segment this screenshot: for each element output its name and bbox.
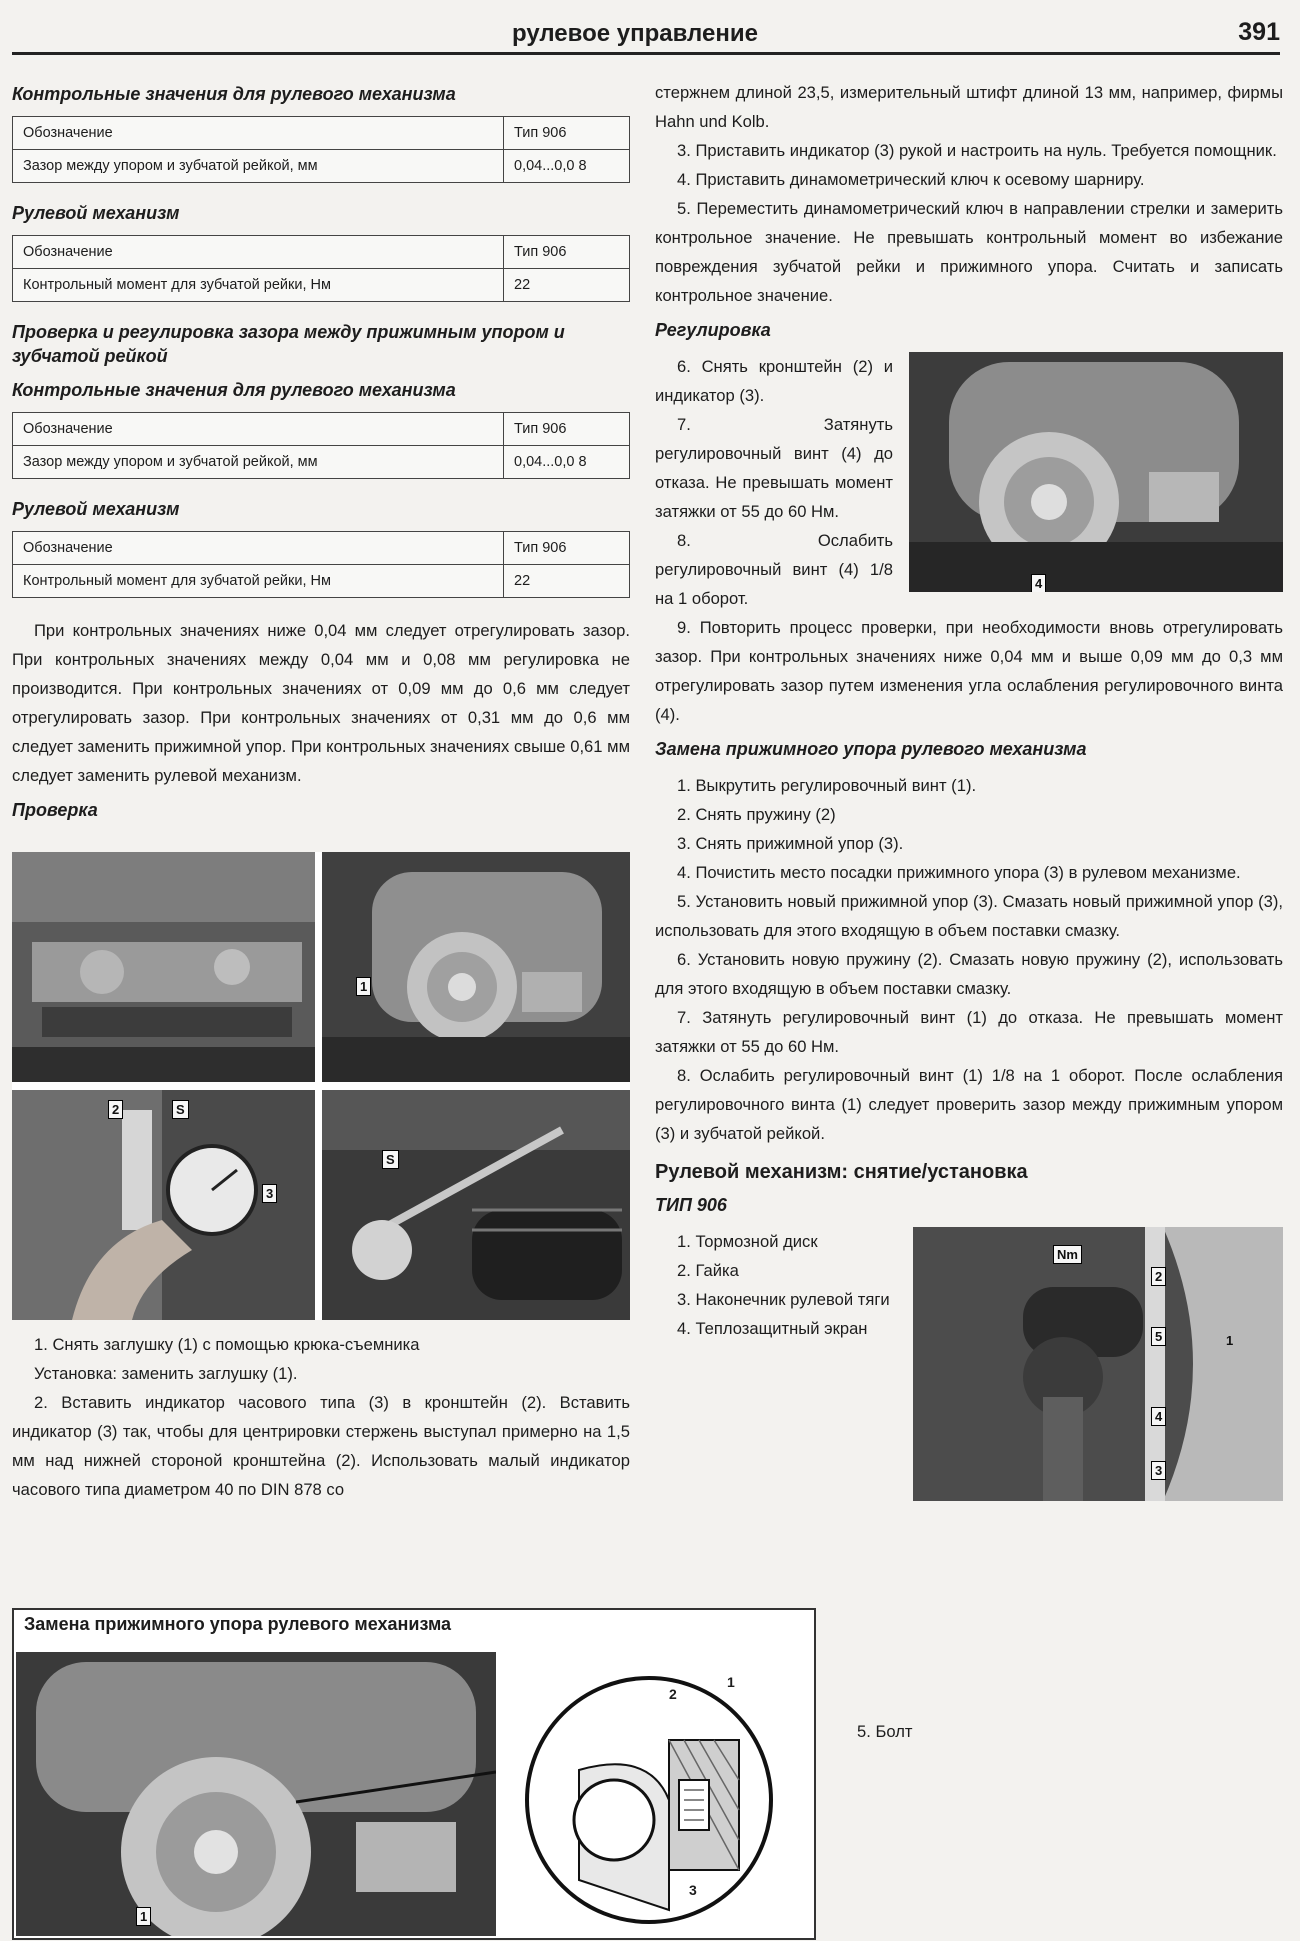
spec-table: [12, 412, 630, 479]
spec-table: [12, 235, 630, 302]
callout-label: 4: [1151, 1407, 1166, 1426]
right-column: [655, 78, 1283, 1507]
callout-label: Nm: [1053, 1245, 1082, 1264]
callout-label: 3: [262, 1184, 277, 1203]
brake-disc-photo: [913, 1227, 1283, 1501]
replacement-figure: [12, 1608, 816, 1940]
table-row: [13, 117, 630, 150]
callout-label: 4: [1031, 574, 1046, 592]
check-steps: [12, 1330, 630, 1504]
list-item: 1. Снять заглушку (1) с помощью крюка-съемника: [34, 1335, 420, 1354]
list-item: 4. Почистить место посадки прижимного упора (3) в рулевом механизме.: [677, 863, 1241, 882]
legend-item-bolt: 5. Болт: [857, 1722, 913, 1741]
list-item: 1. Выкрутить регулировочный винт (1).: [677, 776, 977, 795]
list-item: 9. Повторить процесс проверки, при необходимости вновь отрегулировать зазор. При контрольных значениях ниже 0,04 мм и выше 0,09 мм до 0,3 мм отрегулировать зазор путем изменения угла ослабления регулировочного винта (4).: [655, 618, 1283, 724]
table-row: [13, 150, 630, 183]
table-row: [13, 236, 630, 269]
table-cell: 22: [504, 269, 630, 302]
replace-steps: [655, 771, 1283, 1148]
table-cell: Контрольный момент для зубчатой рейки, Нм: [13, 269, 504, 302]
list-item: 7. Затянуть регулировочный винт (4) до отказа. Не превышать момент затяжки от 55 до 60 Нм.: [655, 415, 893, 521]
check-heading: Проверка: [12, 800, 98, 820]
callout-label: 1: [727, 1674, 735, 1690]
list-item: 5. Установить новый прижимной упор (3). Смазать новый прижимной упор (3), использовать для этого входящую в объем поставки смазку.: [655, 892, 1283, 940]
table-cell: Тип 906: [504, 117, 630, 150]
page-header: [12, 8, 1280, 55]
list-item: 3. Приставить индикатор (3) рукой и настроить на нуль. Требуется помощник.: [677, 141, 1277, 160]
table-row: [13, 413, 630, 446]
callout-label: S: [172, 1100, 189, 1119]
replace-heading: Замена прижимного упора рулевого механизма: [655, 739, 1087, 759]
cross-section-diagram: [519, 1650, 779, 1930]
spec-table: [12, 116, 630, 183]
table-cell: 0,04...0,0 8: [504, 446, 630, 479]
list-item: 6. Установить новую пружину (2). Смазать новую пружину (2), использовать для этого входящую в объем поставки смазку.: [655, 950, 1283, 998]
list-item: 7. Затянуть регулировочный винт (1) до отказа. Не превышать момент затяжки от 55 до 60 Нм.: [655, 1008, 1283, 1056]
table-cell: Контрольный момент для зубчатой рейки, Нм: [13, 565, 504, 598]
spec-table: [12, 531, 630, 598]
table-cell: Зазор между упором и зубчатой рейкой, мм: [13, 446, 504, 479]
figure-title: Замена прижимного упора рулевого механизма: [24, 1614, 452, 1634]
table-row: [13, 532, 630, 565]
table-heading: Рулевой механизм: [12, 203, 180, 223]
adjusting-screw-photo: [909, 352, 1283, 592]
callout-label: 1: [1226, 1333, 1234, 1348]
list-item: 2. Вставить индикатор часового типа (3) в кронштейн (2). Вставить индикатор (3) так, чтобы для центрировки стержень выступал примерно на 1,5 мм над нижней стороной кронштейна (2). Использовать малый индикатор часового типа диаметром 40 по DIN 878 со: [12, 1393, 630, 1499]
callout-label: 3: [689, 1882, 697, 1898]
steering-rack-photo: [12, 852, 315, 1082]
table-cell: Обозначение: [13, 117, 504, 150]
page-title: рулевое управление: [512, 20, 758, 47]
table-heading: Контрольные значения для рулевого механизма: [12, 380, 456, 400]
callout-label: 2: [1151, 1267, 1166, 1286]
table-cell: 0,04...0,0 8: [504, 150, 630, 183]
callout-label: 5: [1151, 1327, 1166, 1346]
callout-label: 3: [1151, 1461, 1166, 1480]
adjust-heading: Регулировка: [655, 320, 771, 340]
table-row: [13, 446, 630, 479]
table-cell: Тип 906: [504, 532, 630, 565]
list-item: 5. Переместить динамометрический ключ в направлении стрелки и замерить контрольное значение. Не превышать контрольный момент во избежание повреждения зубчатой рейки и прижимного упора. Считать и записать контрольное значение.: [655, 199, 1283, 305]
type-label: ТИП 906: [655, 1195, 727, 1215]
list-item: 4. Приставить динамометрический ключ к осевому шарниру.: [677, 170, 1145, 189]
check-steps-continued: [655, 78, 1283, 310]
list-item: 8. Ослабить регулировочный винт (4) 1/8 на 1 оборот.: [655, 531, 893, 608]
intro-paragraph: При контрольных значениях ниже 0,04 мм следует отрегулировать зазор. При контрольных значениях между 0,04 мм и 0,08 мм регулировка не производится. При контрольных значениях от 0,09 мм до 0,6 мм следует отрегулировать зазор. При контрольных значениях от 0,31 мм до 0,6 мм следует заменить прижимной упор. При контрольных значениях свыше 0,61 мм следует заменить рулевой механизм.: [12, 621, 630, 785]
removal-heading: Рулевой механизм: снятие/установка: [655, 1161, 1028, 1183]
list-item: 3. Снять прижимной упор (3).: [677, 834, 904, 853]
list-item: стержнем длиной 23,5, измерительный штифт длиной 13 мм, например, фирмы Hahn und Kolb.: [655, 83, 1283, 131]
callout-label: 1: [136, 1907, 151, 1926]
table-cell: Тип 906: [504, 236, 630, 269]
list-item: 4. Теплозащитный экран: [677, 1319, 868, 1338]
list-item: 2. Гайка: [677, 1261, 739, 1280]
table-cell: Тип 906: [504, 413, 630, 446]
table-heading: Контрольные значения для рулевого механизма: [12, 84, 456, 104]
table-cell: Обозначение: [13, 236, 504, 269]
page-number: 391: [1238, 18, 1280, 46]
list-item: 3. Наконечник рулевой тяги: [677, 1290, 890, 1309]
list-item: 6. Снять кронштейн (2) и индикатор (3).: [655, 357, 893, 405]
table-heading: Рулевой механизм: [12, 499, 180, 519]
list-item: 1. Тормозной диск: [677, 1232, 818, 1251]
callout-label: 1: [356, 977, 371, 996]
table-cell: Обозначение: [13, 532, 504, 565]
table-cell: Зазор между упором и зубчатой рейкой, мм: [13, 150, 504, 183]
table-row: [13, 269, 630, 302]
plug-photo: [322, 852, 630, 1082]
callout-label: 2: [669, 1686, 677, 1702]
callout-label: S: [382, 1150, 399, 1169]
list-item: 8. Ослабить регулировочный винт (1) 1/8 на 1 оборот. После ослабления регулировочного винта (1) следует проверить зазор между прижимным упором (3) и зубчатой рейкой.: [655, 1066, 1283, 1143]
list-item: 2. Снять пружину (2): [677, 805, 836, 824]
section-heading: Проверка и регулировка зазора между прижимным упором и зубчатой рейкой: [12, 322, 565, 366]
torque-wrench-photo: [322, 1090, 630, 1320]
left-column: [12, 78, 630, 1504]
table-cell: Обозначение: [13, 413, 504, 446]
table-cell: 22: [504, 565, 630, 598]
dial-indicator-photo: [12, 1090, 315, 1320]
pressure-pad-photo: [16, 1652, 496, 1936]
list-item: Установка: заменить заглушку (1).: [34, 1364, 298, 1383]
table-row: [13, 565, 630, 598]
check-photo-grid: [12, 852, 630, 1320]
callout-label: 2: [108, 1100, 123, 1119]
